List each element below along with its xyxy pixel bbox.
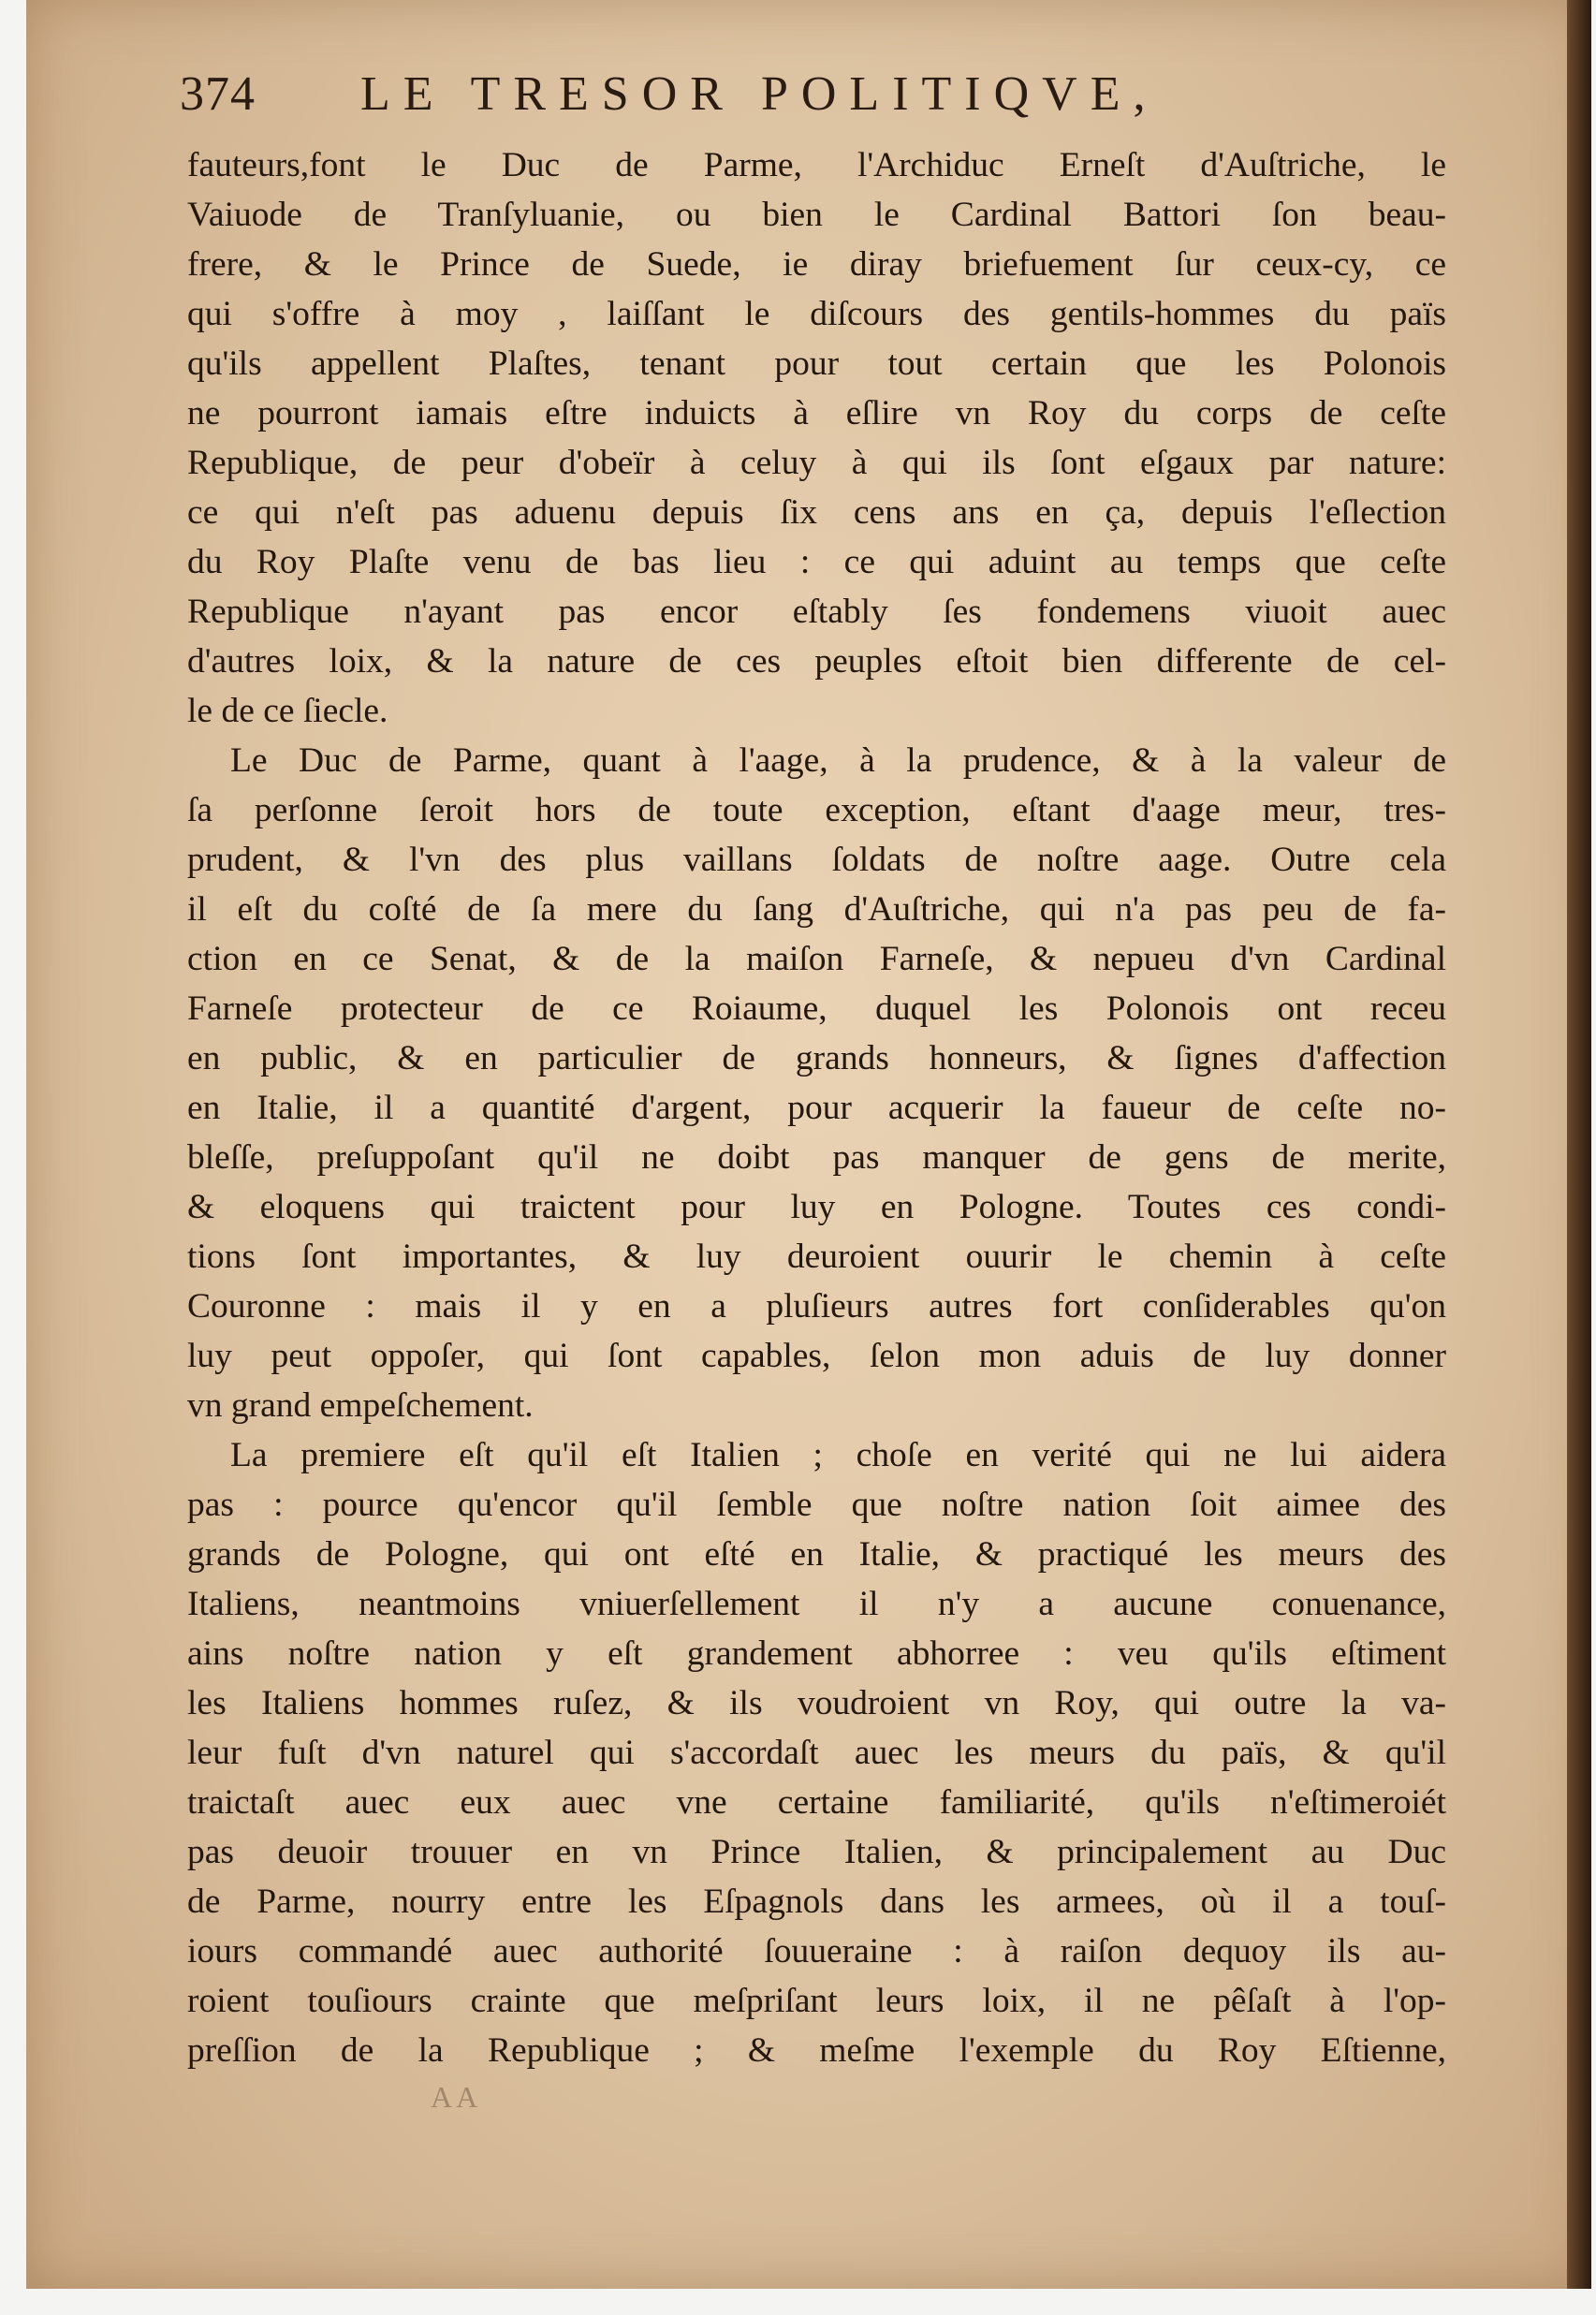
text-line: il eſt du coſté de ſa mere du ſang d'Auſtriche, qui n'a pas peu de fa- <box>187 890 1446 929</box>
signature-mark: AA <box>431 2080 482 2114</box>
text-line: grands de Pologne, qui ont eſté en Italie, & practiqué les meurs des <box>187 1535 1446 1574</box>
text-line: La premiere eſt qu'il eſt Italien ; choſe en verité qui ne lui aidera <box>230 1436 1446 1474</box>
text-line: ction en ce Senat, & de la maiſon Farneſe, & nepueu d'vn Cardinal <box>187 940 1446 978</box>
text-line: luy peut oppoſer, qui ſont capables, ſelon mon aduis de luy donner <box>187 1337 1446 1375</box>
paragraph-3 <box>187 1430 1446 2075</box>
text-line: ſa perſonne ſeroit hors de toute exception, eſtant d'aage meur, tres- <box>187 791 1446 829</box>
text-line: du Roy Plaſte venu de bas lieu : ce qui aduint au temps que ceſte <box>187 543 1446 581</box>
text-line: Republique n'ayant pas encor eſtably ſes fondemens viuoit auec <box>187 593 1446 631</box>
text-line: pas : pource qu'encor qu'il ſemble que noſtre nation ſoit aimee des <box>187 1486 1446 1524</box>
text-line: pas deuoir trouuer en vn Prince Italien, & principalement au Duc <box>187 1833 1446 1871</box>
text-line: frere, & le Prince de Suede, ie diray briefuement ſur ceux-cy, ce <box>187 245 1446 284</box>
paragraph-1 <box>187 140 1446 736</box>
text-line: Le Duc de Parme, quant à l'aage, à la prudence, & à la valeur de <box>230 741 1446 780</box>
text-line: Republique, de peur d'obeïr à celuy à qui ils ſont eſgaux par nature: <box>187 444 1446 482</box>
text-line: d'autres loix, & la nature de ces peuples eſtoit bien differente de cel- <box>187 642 1446 681</box>
text-line: Vaiuode de Tranſyluanie, ou bien le Cardinal Battori ſon beau- <box>187 196 1446 234</box>
paragraph-2 <box>187 736 1446 1430</box>
text-line: leur fuſt d'vn naturel qui s'accordaſt auec les meurs du païs, & qu'il <box>187 1734 1446 1772</box>
text-line: ne pourront iamais eſtre induicts à eſlire vn Roy du corps de ceſte <box>187 394 1446 432</box>
body-text <box>187 140 1446 2075</box>
running-title: LE TRESOR POLITIQVE, <box>360 67 1159 121</box>
running-head <box>180 62 1340 127</box>
text-line: de Parme, nourry entre les Eſpagnols dans les armees, où il a touſ- <box>187 1883 1446 1921</box>
text-line: en Italie, il a quantité d'argent, pour acquerir la faueur de ceſte no- <box>187 1089 1446 1127</box>
text-line: iours commandé auec authorité ſouueraine : à raiſon dequoy ils au- <box>187 1932 1446 1971</box>
book-binding-edge <box>1567 0 1591 2289</box>
text-line: bleſſe, preſuppoſant qu'il ne doibt pas manquer de gens de merite, <box>187 1138 1446 1177</box>
text-line: prudent, & l'vn des plus vaillans ſoldats de noſtre aage. Outre cela <box>187 841 1446 879</box>
text-line: le de ce ſiecle. <box>187 692 388 730</box>
text-line: vn grand empeſchement. <box>187 1386 534 1425</box>
text-line: en public, & en particulier de grands honneurs, & ſignes d'affection <box>187 1039 1446 1077</box>
text-line: Couronne : mais il y en a pluſieurs autres fort conſiderables qu'on <box>187 1287 1446 1326</box>
text-line: Farneſe protecteur de ce Roiaume, duquel les Polonois ont receu <box>187 989 1446 1028</box>
text-line: tions ſont importantes, & luy deuroient ouurir le chemin à ceſte <box>187 1238 1446 1276</box>
page-number: 374 <box>180 67 256 121</box>
text-line: ains noſtre nation y eſt grandement abhorree : veu qu'ils eſtiment <box>187 1634 1446 1673</box>
text-line: qui s'offre à moy , laiſſant le diſcours des gentils-hommes du païs <box>187 295 1446 333</box>
text-line: Italiens, neantmoins vniuerſellement il n'y a aucune conuenance, <box>187 1585 1446 1623</box>
text-line: preſſion de la Republique ; & meſme l'exemple du Roy Eſtienne, <box>187 2031 1446 2070</box>
text-line: les Italiens hommes ruſez, & ils voudroient vn Roy, qui outre la va- <box>187 1684 1446 1722</box>
text-line: roient touſiours crainte que meſpriſant leurs loix, il ne pêſaſt à l'op- <box>187 1982 1446 2020</box>
text-line: & eloquens qui traictent pour luy en Pologne. Toutes ces condi- <box>187 1188 1446 1226</box>
text-line: qu'ils appellent Plaſtes, tenant pour tout certain que les Polonois <box>187 344 1446 383</box>
text-line: ce qui n'eſt pas aduenu depuis ſix cens ans en ça, depuis l'eſlection <box>187 493 1446 532</box>
text-line: traictaſt auec eux auec vne certaine familiarité, qu'ils n'eſtimeroiét <box>187 1783 1446 1822</box>
text-line: fauteurs,font le Duc de Parme, l'Archiduc Erneſt d'Auſtriche, le <box>187 146 1446 184</box>
